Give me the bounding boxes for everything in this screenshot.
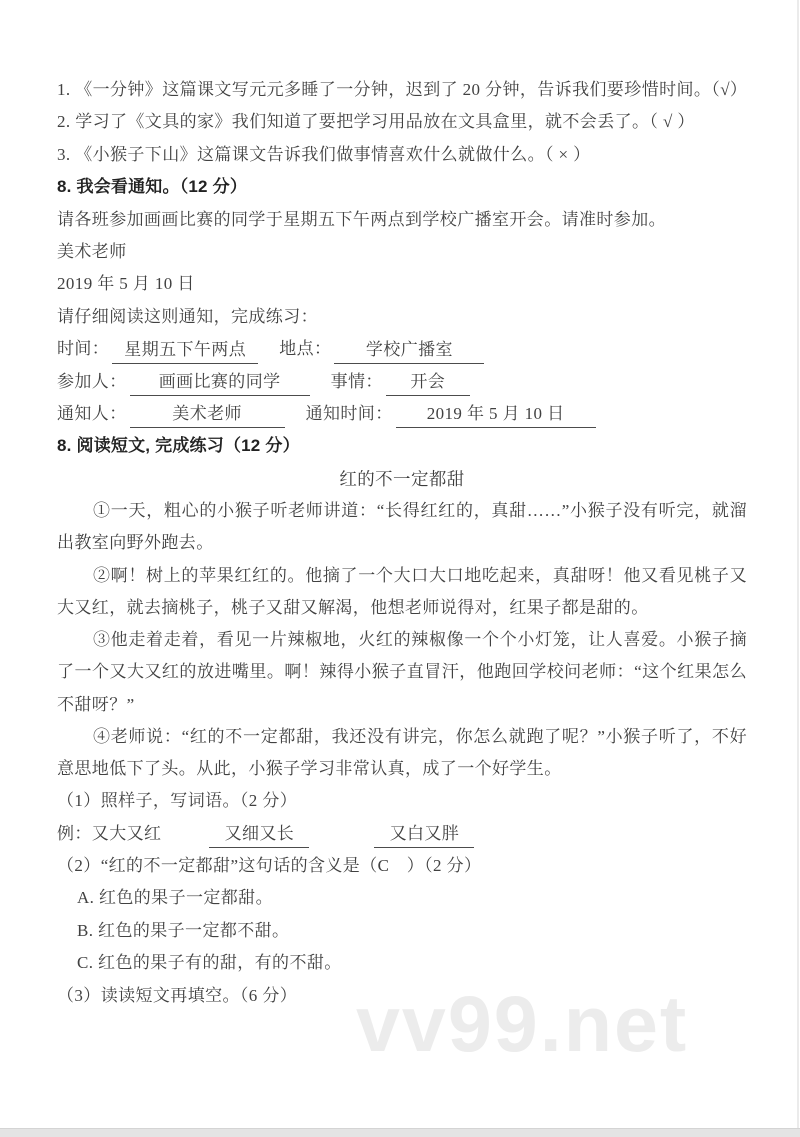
page-bottom-edge: [0, 1128, 800, 1137]
notice-date: 2019 年 5 月 10 日: [57, 274, 195, 294]
notice-instruction: 请仔细阅读这则通知，完成练习：: [57, 306, 318, 326]
blank-answer: 画画比赛的同学: [130, 369, 310, 396]
fill-label: 事情：: [330, 371, 383, 391]
fill-row: [57, 398, 747, 430]
passage-paragraph: ④老师说：“红的不一定都甜，我还没有讲完，你怎么就跑了呢？”小猴子听了，不好意思地低下了头。从此，小猴子学习非常认真，成了一个好学生。: [57, 726, 747, 778]
judge-item: 2. 学习了《文具的家》我们知道了要把学习用品放在文具盒里，就不会丢了。（ √ ）: [57, 112, 695, 132]
notice-signer: 美术老师: [57, 242, 127, 262]
blank-answer: 又白又胖: [374, 821, 474, 848]
q3-prompt: （3）读读短文再填空。（6 分）: [57, 985, 298, 1005]
section-heading-notice: 8. 我会看通知。（12 分）: [57, 177, 248, 197]
blank-answer: 又细又长: [209, 821, 309, 848]
q2-prompt: （2）“红的不一定都甜”这句话的含义是（C ）（2 分）: [57, 855, 482, 875]
page-right-edge: [797, 0, 799, 1128]
blank-answer: 美术老师: [130, 401, 285, 428]
blank-answer: 星期五下午两点: [112, 337, 258, 364]
blank-answer: 2019 年 5 月 10 日: [396, 401, 596, 428]
judge-item: 3. 《小猴子下山》这篇课文告诉我们做事情喜欢什么就做什么。（ × ）: [57, 144, 591, 164]
fill-label: 地点：: [279, 339, 332, 359]
q1-prompt: （1）照样子，写词语。（2 分）: [57, 791, 298, 811]
fill-label: 时间：: [57, 339, 110, 359]
passage-paragraph: ③他走着走着，看见一片辣椒地，火红的辣椒像一个个小灯笼，让人喜爱。小猴子摘了一个又大又红的放进嘴里。啊！辣得小猴子直冒汗，他跑回学校问老师：“这个红果怎么不甜呀？”: [57, 630, 747, 714]
section-heading-reading: 8. 阅读短文, 完成练习（12 分）: [57, 436, 300, 456]
q1-example-row: [57, 818, 747, 850]
q2-option-b: B. 红色的果子一定都不甜。: [77, 920, 290, 940]
fill-row: [57, 333, 747, 365]
passage-paragraph: ②啊！树上的苹果红红的。他摘了一个大口大口地吃起来，真甜呀！他又看见桃子又大又红，就去摘桃子，桃子又甜又解渴，他想老师说得对，红果子都是甜的。: [57, 565, 747, 617]
passage-title: 红的不一定都甜: [339, 468, 465, 489]
fill-row: [57, 366, 747, 398]
fill-label: 参加人：: [57, 371, 127, 391]
q2-option-a: A. 红色的果子一定都甜。: [77, 888, 273, 908]
q2-option-c: C. 红色的果子有的甜，有的不甜。: [77, 953, 342, 973]
example-label: 例：又大又红: [57, 823, 162, 843]
blank-answer: 学校广播室: [334, 337, 484, 364]
blank-answer: 开会: [386, 369, 470, 396]
judge-item: 1. 《一分钟》这篇课文写元元多睡了一分钟，迟到了 20 分钟，告诉我们要珍惜时间。（√）: [57, 80, 748, 99]
worksheet-content: [57, 74, 747, 1012]
passage-paragraph: ①一天，粗心的小猴子听老师讲道：“长得红红的，真甜……”小猴子没有听完，就溜出教室向野外跑去。: [57, 501, 747, 553]
notice-body: 请各班参加画画比赛的同学于星期五下午两点到学校广播室开会。请准时参加。: [57, 209, 666, 229]
watermark: vv99.net: [356, 979, 689, 1068]
fill-label: 通知时间：: [305, 404, 393, 424]
fill-label: 通知人：: [57, 404, 127, 424]
